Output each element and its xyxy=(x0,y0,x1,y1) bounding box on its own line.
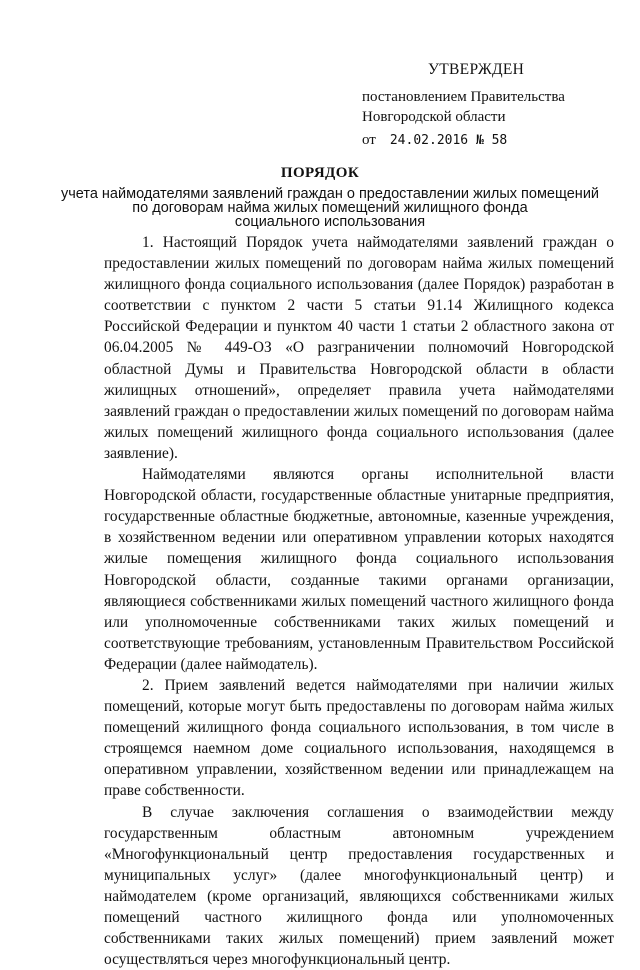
paragraph-1: 1. Настоящий Порядок учета наймодателями заявлений граждан о предоставлении жилых помещений по договорам найма жилых помещений жилищного фонда социального использования (далее Порядок) разработан в соответствии с пунктом 2 части 5 статьи 91.14 Жилищного кодекса Российской Федерации и пунктом 40 части 1 статьи 2 областного закона от 06.04.2005 № 449-ОЗ «О разграничении полномочий Новгородской областной Думы и Правительства Новгородской области в области жилищных отношений», определяет правила учета наймодателями заявлений граждан о предоставлении жилых помещений по договорам найма жилых помещений жилищного фонда социального использования (далее заявление). xyxy=(104,234,614,462)
approval-line-2: Новгородской области xyxy=(362,109,506,125)
subtitle-line-3: социального использования xyxy=(234,214,426,230)
approval-heading: УТВЕРЖДЕН xyxy=(428,61,525,78)
approval-date-line xyxy=(362,130,507,151)
document-subtitle xyxy=(60,187,600,229)
document-body xyxy=(104,232,614,970)
subtitle-line-1: учета наймодателями заявлений граждан о предоставлении жилых помещений xyxy=(60,186,600,202)
paragraph-4: В случае заключения соглашения о взаимодействии между государственным областным автономным учреждением «Многофункциональный центр предоставления государственных и муниципальных услуг» (далее многофункциональный центр) и наймодателем (кроме организаций, являющихся собственниками жилых помещений частного жилищного фонда или уполномоченных собственниками таких жилых помещений) прием заявлений может осуществляться через многофункциональный центр. xyxy=(104,803,614,969)
approval-line-1: постановлением Правительства xyxy=(362,89,565,105)
approval-from-label: от xyxy=(362,132,376,148)
paragraph-2: Наймодателями являются органы исполнительной власти Новгородской области, государственные областные унитарные предприятия, государственные областные бюджетные, автономные, казенные учреждения, в хозяйственном ведении или оперативном управлении которых находятся жилые помещения жилищного фонда социального использования Новгородской области, созданные такими органами организации, являющиеся собственниками жилых помещений частного жилищного фонда или уполномоченные собственниками таких жилых помещений и соответствующие требованиям, установленным Правительством Российской Федерации (далее наймодатель). xyxy=(104,466,614,673)
subtitle-line-2: по договорам найма жилых помещений жилищного фонда xyxy=(132,200,528,216)
document-title: ПОРЯДОК xyxy=(280,165,360,181)
approval-date-number: 24.02.2016 № 58 xyxy=(389,133,508,148)
paragraph-3: 2. Прием заявлений ведется наймодателями при наличии жилых помещений, которые могут быть предоставлены по договорам найма жилых помещений жилищного фонда социального использования, в том числе в строящемся наемном доме социального использования, находящемся в оперативном управлении, хозяйственном ведении или принадлежащем на праве собственности. xyxy=(104,676,614,800)
